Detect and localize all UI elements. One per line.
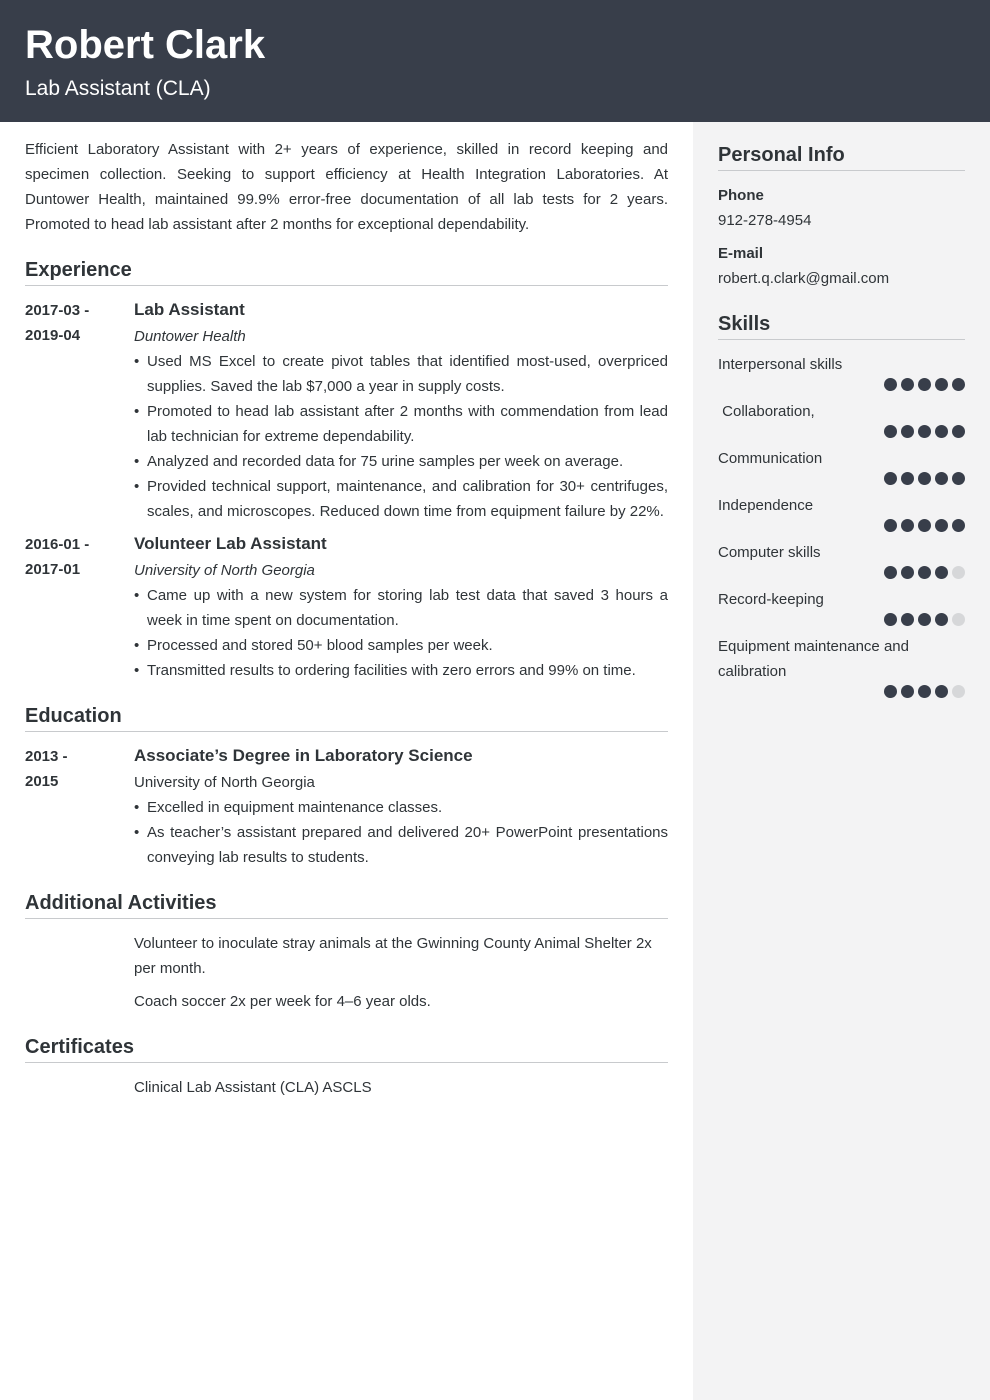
skill-name: Equipment maintenance and calibration (718, 638, 914, 680)
job-bullets (134, 583, 668, 683)
date-start: 2016-01 - (25, 536, 90, 553)
certificates-list (25, 1075, 668, 1100)
skill-item (718, 446, 965, 485)
date-end: 2017-01 (25, 561, 81, 578)
rating-dot-filled-icon (884, 472, 897, 485)
skill-item (718, 540, 965, 579)
rating-dot-filled-icon (901, 472, 914, 485)
entry-date (25, 298, 134, 524)
activity-item: Volunteer to inoculate stray animals at the Gwinning County Animal Shelter 2x per month. (134, 935, 652, 977)
rating-dot-filled-icon (952, 378, 965, 391)
skill-name: Computer skills (718, 544, 821, 561)
rating-dot-filled-icon (918, 519, 931, 532)
summary: Efficient Laboratory Assistant with 2+ years of experience, skilled in record keeping and specimen collection. Seeking to support efficiency at Health Integration Laboratories. At Duntower Health, maintained 99.9% error-free documentation of all lab tests for 2 years. Promoted to head lab assistant after 2 months for exceptional dependability. (25, 141, 668, 233)
bullet-item: • Excelled in equipment maintenance classes. (134, 795, 668, 820)
education-heading: Education (25, 703, 668, 732)
bullet-item: • Provided technical support, maintenance, and calibration for 30+ centrifuges, scales, and microscopes. Reduced down time from equipment failure by 22%. (134, 474, 668, 524)
rating-dot-filled-icon (952, 519, 965, 532)
bullet-item: • Transmitted results to ordering facilities with zero errors and 99% on time. (134, 658, 668, 683)
bullet-item: • As teacher’s assistant prepared and delivered 20+ PowerPoint presentations conveying lab results to students. (134, 820, 668, 870)
skill-item (718, 493, 965, 532)
rating-dot-empty-icon (952, 685, 965, 698)
certificates-heading: Certificates (25, 1034, 668, 1063)
skill-rating (718, 425, 965, 438)
bullet-item: • Analyzed and recorded data for 75 urine samples per week on average. (134, 449, 668, 474)
rating-dot-filled-icon (918, 613, 931, 626)
activities-list (25, 931, 668, 1014)
sidebar (693, 122, 990, 1400)
education-entry (25, 744, 668, 870)
rating-dot-filled-icon (935, 519, 948, 532)
rating-dot-filled-icon (901, 613, 914, 626)
bullet-item: • Promoted to head lab assistant after 2 months with commendation from lead lab technician for extreme dependability. (134, 399, 668, 449)
entry-date (25, 744, 134, 870)
bullet-item: • Processed and stored 50+ blood samples per week. (134, 633, 668, 658)
skills-heading: Skills (718, 311, 965, 340)
phone-value: 912-278-4954 (718, 212, 812, 229)
rating-dot-filled-icon (918, 685, 931, 698)
skills-list (718, 352, 965, 698)
rating-dot-filled-icon (884, 378, 897, 391)
date-end: 2015 (25, 773, 59, 790)
rating-dot-filled-icon (935, 613, 948, 626)
rating-dot-filled-icon (901, 685, 914, 698)
skill-rating (718, 378, 965, 391)
candidate-name: Robert Clark (25, 23, 266, 67)
phone-label: Phone (718, 187, 764, 204)
skill-item (718, 399, 965, 438)
rating-dot-filled-icon (952, 472, 965, 485)
activities-heading: Additional Activities (25, 890, 668, 919)
experience-entry (25, 532, 668, 683)
experience-heading: Experience (25, 257, 668, 286)
personal-info-heading: Personal Info (718, 142, 965, 171)
skill-rating (718, 519, 965, 532)
bullet-item: • Used MS Excel to create pivot tables that identified most-used, overpriced supplies. Saved the lab $7,000 a year in supply costs. (134, 349, 668, 399)
job-org: University of North Georgia (134, 562, 315, 579)
skill-item (718, 587, 965, 626)
candidate-title: Lab Assistant (CLA) (25, 77, 211, 100)
rating-dot-filled-icon (935, 425, 948, 438)
rating-dot-empty-icon (952, 613, 965, 626)
rating-dot-filled-icon (901, 378, 914, 391)
rating-dot-filled-icon (901, 519, 914, 532)
job-bullets (134, 349, 668, 524)
email-value: robert.q.clark@gmail.com (718, 270, 890, 287)
skill-rating (718, 472, 965, 485)
rating-dot-filled-icon (901, 425, 914, 438)
education-bullets (134, 795, 668, 870)
resume-header (0, 0, 990, 122)
entry-date (25, 532, 134, 683)
rating-dot-filled-icon (935, 566, 948, 579)
experience-entry (25, 298, 668, 524)
rating-dot-filled-icon (884, 425, 897, 438)
bullet-item: • Came up with a new system for storing lab test data that saved 3 hours a week in time spent on documentation. (134, 583, 668, 633)
skill-rating (718, 566, 965, 579)
rating-dot-filled-icon (952, 425, 965, 438)
skill-rating (718, 685, 965, 698)
date-start: 2013 - (25, 748, 68, 765)
rating-dot-empty-icon (952, 566, 965, 579)
rating-dot-filled-icon (935, 685, 948, 698)
skill-name: Record-keeping (718, 591, 824, 608)
skill-name: Communication (718, 450, 823, 467)
job-role: Lab Assistant (134, 300, 245, 319)
skill-name: Independence (718, 497, 814, 514)
skill-rating (718, 613, 965, 626)
skill-item (718, 634, 965, 698)
degree: Associate’s Degree in Laboratory Science (134, 746, 473, 765)
job-org: Duntower Health (134, 328, 246, 345)
rating-dot-filled-icon (918, 378, 931, 391)
date-end: 2019-04 (25, 327, 81, 344)
job-role: Volunteer Lab Assistant (134, 534, 327, 553)
rating-dot-filled-icon (884, 685, 897, 698)
rating-dot-filled-icon (918, 566, 931, 579)
skill-name: Interpersonal skills (718, 356, 843, 373)
skill-name: Collaboration, (718, 403, 815, 420)
rating-dot-filled-icon (884, 519, 897, 532)
rating-dot-filled-icon (884, 613, 897, 626)
activity-item: Coach soccer 2x per week for 4–6 year olds. (134, 993, 431, 1010)
school: University of North Georgia (134, 774, 315, 791)
rating-dot-filled-icon (884, 566, 897, 579)
email-label: E-mail (718, 245, 764, 262)
rating-dot-filled-icon (935, 472, 948, 485)
rating-dot-filled-icon (935, 378, 948, 391)
rating-dot-filled-icon (901, 566, 914, 579)
main-column (25, 122, 668, 1108)
certificate-item: Clinical Lab Assistant (CLA) ASCLS (134, 1079, 372, 1096)
rating-dot-filled-icon (918, 472, 931, 485)
skill-item (718, 352, 965, 391)
rating-dot-filled-icon (918, 425, 931, 438)
date-start: 2017-03 - (25, 302, 90, 319)
